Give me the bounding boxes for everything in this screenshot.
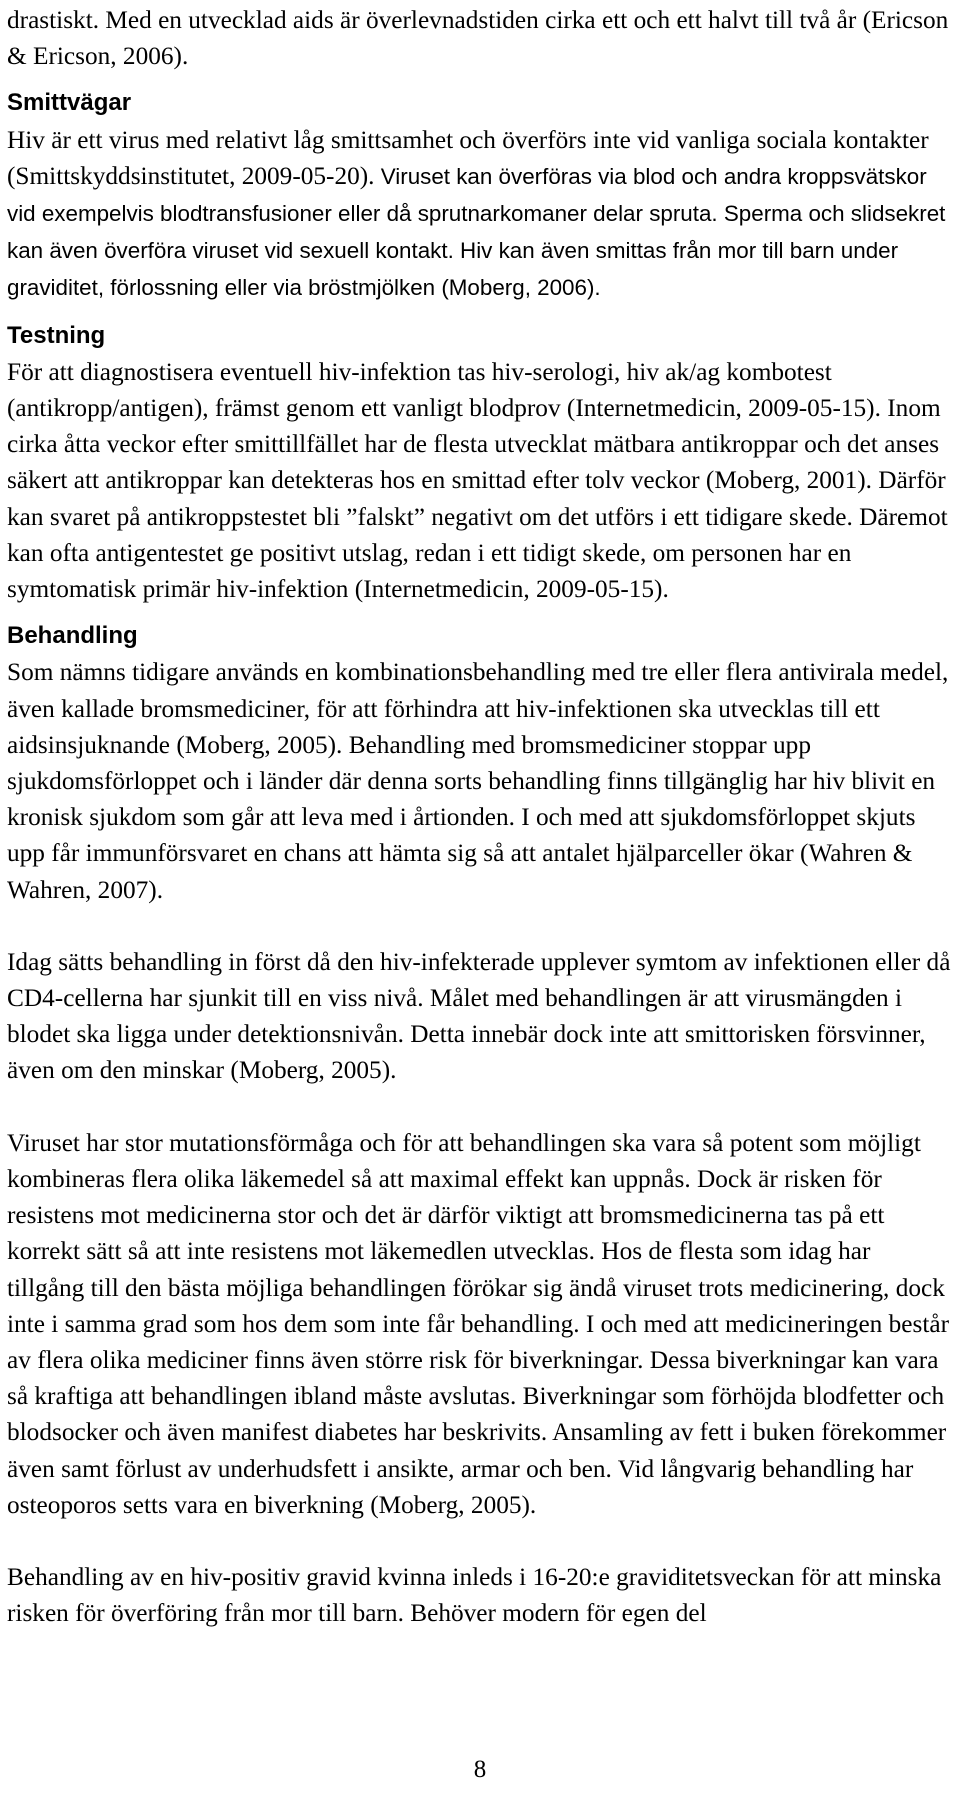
heading-behandling: Behandling xyxy=(7,622,138,650)
intro-paragraph-end: drastiskt. Med en utvecklad aids är överlevnadstiden cirka ett och ett halvt till två år (Ericson & Ericson, 2006). xyxy=(7,6,949,71)
heading-testning: Testning xyxy=(7,321,106,349)
behandling-paragraph-4: Behandling av en hiv-positiv gravid kvinna inleds i 16-20:e graviditetsveckan för att minska risken för överföring från mor till barn. Behöver modern för egen del xyxy=(7,1562,942,1628)
testning-paragraph: För att diagnostisera eventuell hiv-infektion tas hiv-serologi, hiv ak/ag kombotest (antikropp/antigen), främst genom ett vanligt blodprov (Internetmedicin, 2009-05-15). Inom cirka åtta veckor efter smittillfället har de flesta utvecklat mätbara antikroppar och det anses säkert att antikroppar kan detekteras hos en smittad efter tolv veckor (Moberg, 2001). Därför kan svaret på antikroppstestet bli ”falskt” negativt om det utförs i ett tidigare skede. Däremot kan ofta antigentestet ge positivt utslag, redan i ett tidigt skede, om personen har en symtomatisk primär hiv-infektion (Internetmedicin, 2009-05-15). xyxy=(7,357,948,604)
behandling-paragraph-1: Som nämns tidigare används en kombinationsbehandling med tre eller flera antivirala medel, även kallade bromsmediciner, för att förhindra att hiv-infektionen ska utvecklas till ett aidsinsjuknande (Moberg, 2005). Behandling med bromsmediciner stoppar upp sjukdomsförloppet och i länder där denna sorts behandling finns tillgänglig har hiv blivit en kronisk sjukdom som går att leva med i årtionden. I och med att sjukdomsförloppet skjuts upp får immunförsvaret en chans att hämta sig så att antalet hjälparceller ökar (Wahren & Wahren, 2007). xyxy=(7,658,949,904)
heading-smittvagar: Smittvägar xyxy=(7,89,132,117)
smittvagar-paragraph xyxy=(7,122,952,307)
smittvagar-text-c: Hiv kan även smittas från mor till barn under graviditet, förlossning eller via bröstmjölken (Moberg, 2006). xyxy=(7,238,899,301)
page-number: 8 xyxy=(473,1756,487,1783)
behandling-paragraph-2: Idag sätts behandling in först då den hiv-infekterade upplever symtom av infektionen eller då CD4-cellerna har sjunkit till en viss nivå. Målet med behandlingen är att virusmängden i blodet ska ligga under detektionsnivån. Detta innebär dock inte att smittorisken försvinner, även om den minskar (Moberg, 2005). xyxy=(7,947,951,1085)
smittvagar-text-b: Viruset kan överföras via blod och andra kroppsvätskor vid exempelvis blodtransfusioner eller då sprutnarkomaner delar spruta. Sperma och slidsekret kan även överföra viruset vid sexuell kontakt. xyxy=(7,163,946,264)
behandling-paragraph-3: Viruset har stor mutationsförmåga och för att behandlingen ska vara så potent som möjligt kombineras flera olika läkemedel så att maximal effekt kan uppnås. Dock är risken för resistens mot medicinerna stor och det är därför viktigt att bromsmedicinerna tas på ett korrekt sätt så att inte resistens mot läkemedlen utvecklas. Hos de flesta som idag har tillgång till den bästa möjliga behandlingen förökar sig ändå viruset trots medicinering, dock inte i samma grad som hos dem som inte får behandling. I och med att medicineringen består av flera olika mediciner finns även större risk för biverkningar. Dessa biverkningar kan vara så kraftiga att behandlingen ibland måste avslutas. Biverkningar som förhöjda blodfetter och blodsocker och även manifest diabetes har beskrivits. Ansamling av fett i buken förekommer även samt förlust av underhudsfett i ansikte, armar och ben. Vid långvarig behandling har osteoporos setts vara en biverkning (Moberg, 2005). xyxy=(7,1128,950,1519)
smittvagar-text-a: Hiv är ett virus med relativt låg smittsamhet och överförs inte vid vanliga sociala kontakter (Smittskyddsinstitutet, 2009-05-20). xyxy=(7,125,929,190)
